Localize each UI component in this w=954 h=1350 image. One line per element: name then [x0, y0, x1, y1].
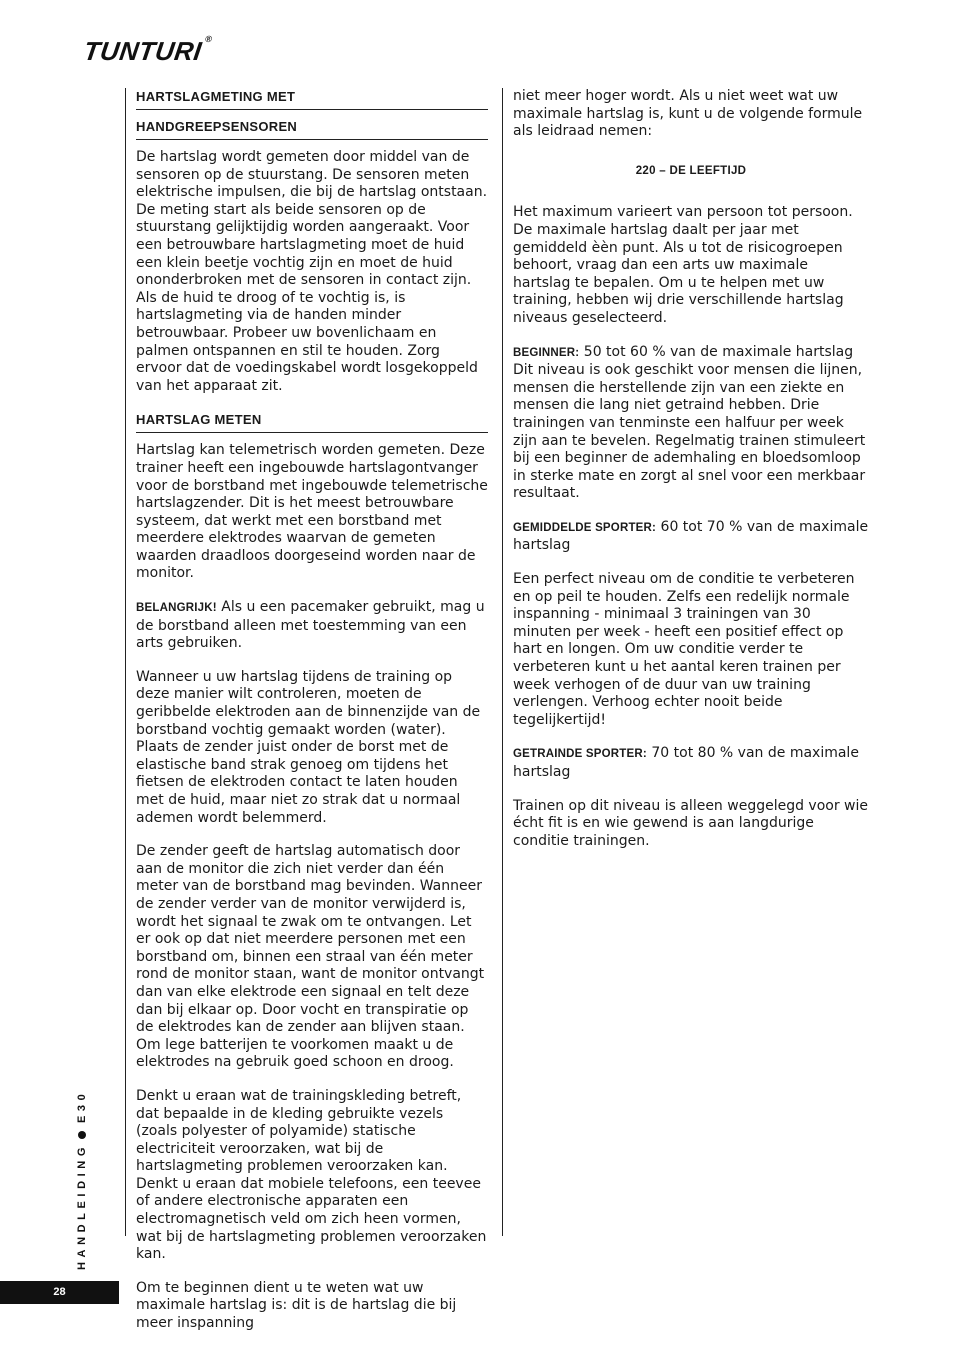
trained-text: 70 tot 80 % van de maximale hartslag	[513, 745, 859, 780]
right-column	[513, 88, 869, 866]
column-divider	[502, 88, 503, 1236]
beginner-text: 50 tot 60 % van de maximale hartslag Dit niveau is ook geschikt voor mensen die lijnen, mensen die herstellende zijn van een ziekte en mensen die lang niet getraind hebben. Drie trainingen van tenminste een halfuur per week zijn aan te bevelen. Regelmatig trainen stimuleert bij een beginner de ademhaling en bloedsomloop in sterke mate en zorgt al snel voor een merkbaar resultaat.	[513, 343, 866, 502]
bullet-dot-icon	[78, 1131, 86, 1139]
paragraph-max-heart-rate: Om te beginnen dient u te weten wat uw maximale hartslag is: dit is de hartslag die bij meer inspanning	[136, 1279, 457, 1332]
page-number: 28	[0, 1281, 119, 1304]
registered-mark: ®	[204, 34, 214, 44]
left-column	[136, 88, 488, 1349]
paragraph-condition: Een perfect niveau om de conditie te verbeteren en op peil te houden. Zelfs een redelijk normale inspanning - minimaal 3 trainingen van 30 minuten per week - heeft een positief effect op hart en longen. Om uw conditie verder te verbeteren kunt u het aantal keren trainen per week verhogen of de duur van uw training verlengen. Verhoog echter nooit beide tegelijkertijd!	[513, 571, 855, 728]
average-text: 60 tot 70 % van de maximale hartslag	[513, 518, 869, 554]
trained-label: GETRAINDE SPORTER:	[513, 748, 647, 761]
paragraph-handgrip: De hartslag wordt gemeten door middel van de sensoren op de stuurstang. De sensoren meten elektrische impulsen, die bij de hartslag ontstaan. De meting start als beide sensoren op de stuurstang gelijktijdig worden aangeraakt. Voor een betrouwbare hartslagmeting moet de huid een klein beetje vochtig zijn en moet de huid ononderbroken met de sensoren in contact zijn. Als de huid te droog of te vochtig is, is hartslagmeting via de handen minder betrouwbaar. Probeer uw bovenlichaam en palmen ontspannen en stil te houden. Zorg ervoor dat de voedingskabel wordt losgekoppeld van het apparaat zit.	[136, 149, 488, 394]
logo-text: TUNTURI	[81, 36, 204, 66]
section-heading-line2: HANDGREEPSENSOREN	[136, 118, 488, 140]
side-label	[76, 1090, 88, 1270]
tunturi-logo	[82, 36, 213, 67]
section-heading-heart-rate: HARTSLAG METEN	[136, 411, 488, 433]
important-text: Als u een pacemaker gebruikt, mag u de borstband alleen met toestemming van een arts gebruiken.	[136, 599, 485, 652]
paragraph-telemetric: Hartslag kan telemetrisch worden gemeten. Deze trainer heeft een ingebouwde hartslagontvanger voor de borstband met ingebouwde telemetrische hartslagzender. Dit is het meest betrouwbare systeem, dat werkt met een borstband met meerdere elektrodes waarvan de gemeten waarden draadloos doorgeseind worden naar de monitor.	[136, 442, 488, 582]
side-label-model: E30	[76, 1089, 88, 1123]
side-label-manual: HANDLEIDING	[76, 1143, 88, 1270]
left-column-rule	[125, 88, 126, 1236]
average-label: GEMIDDELDE SPORTER:	[513, 521, 657, 534]
paragraph-chest-strap: Wanneer u uw hartslag tijdens de training op deze manier wilt controleren, moeten de geribbelde elektroden aan de binnenzijde van de borstband vochtig gemaakt worden (water). Plaats de zender juist onder de borst met de elastische band strak genoeg om tijdens het fietsen de elektroden contact te laten houden met de huid, maar niet zo strak dat u normaal ademen wordt belemmerd.	[136, 668, 481, 826]
important-label: BELANGRIJK!	[136, 602, 217, 615]
beginner-label: BEGINNER:	[513, 346, 580, 359]
paragraph-average	[513, 519, 869, 555]
paragraph-important	[136, 599, 488, 653]
paragraph-maximum: Het maximum varieert van persoon tot persoon. De maximale hartslag daalt per jaar met gemiddeld èèn punt. Als u tot de risicogroepen behoort, vraag dan een arts uw maximale hartslag te bepalen. Om u te helpen met uw training, hebben wij drie verschillende hartslag niveaus geselecteerd.	[513, 204, 853, 326]
formula: 220 – DE LEEFTIJD	[635, 164, 747, 177]
paragraph-clothing: Denkt u eraan wat de trainingskleding betreft, dat bepaalde in de kleding gebruikte vezels (zoals polyester of polyamide) statische electriciteit veroorzaken, wat bij de hartslagmeting problemen veroorzaken kan. Denkt u eraan dat mobiele telefoons, een teevee of andere electronische apparaten een electromagnetisch veld om zich heen vormen, wat bij de hartslagmeting problemen veroorzaken kan.	[136, 1087, 487, 1263]
section-heading-line1: HARTSLAGMETING MET	[136, 88, 488, 110]
paragraph-beginner	[513, 344, 869, 503]
paragraph-continued: niet meer hoger wordt. Als u niet weet wat uw maximale hartslag is, kunt u de volgende formule als leidraad nemen:	[513, 88, 863, 140]
paragraph-trained	[513, 745, 869, 781]
paragraph-fit: Trainen op dit niveau is alleen weggelegd voor wie écht fit is en wie gewend is aan langdurige conditie trainingen.	[513, 797, 869, 849]
paragraph-transmitter: De zender geeft de hartslag automatisch door aan de monitor die zich niet verder dan één meter van de borstband mag bevinden. Wanneer de zender verder van de monitor verwijderd is, wordt het signaal te zwak om te ontvangen. Let er ook op dat niet meerdere personen met een borstband om, binnen een straal van één meter rond de monitor staan, want de monitor ontvangt dan van elke elektrode een signaal en telt deze dan bij elkaar op. Door vocht en transpiratie op de elektrodes kan de zender aan blijven staan. Om lege batterijen te voorkomen maakt u de elektrodes na gebruik goed schoon en droog.	[136, 843, 485, 1071]
